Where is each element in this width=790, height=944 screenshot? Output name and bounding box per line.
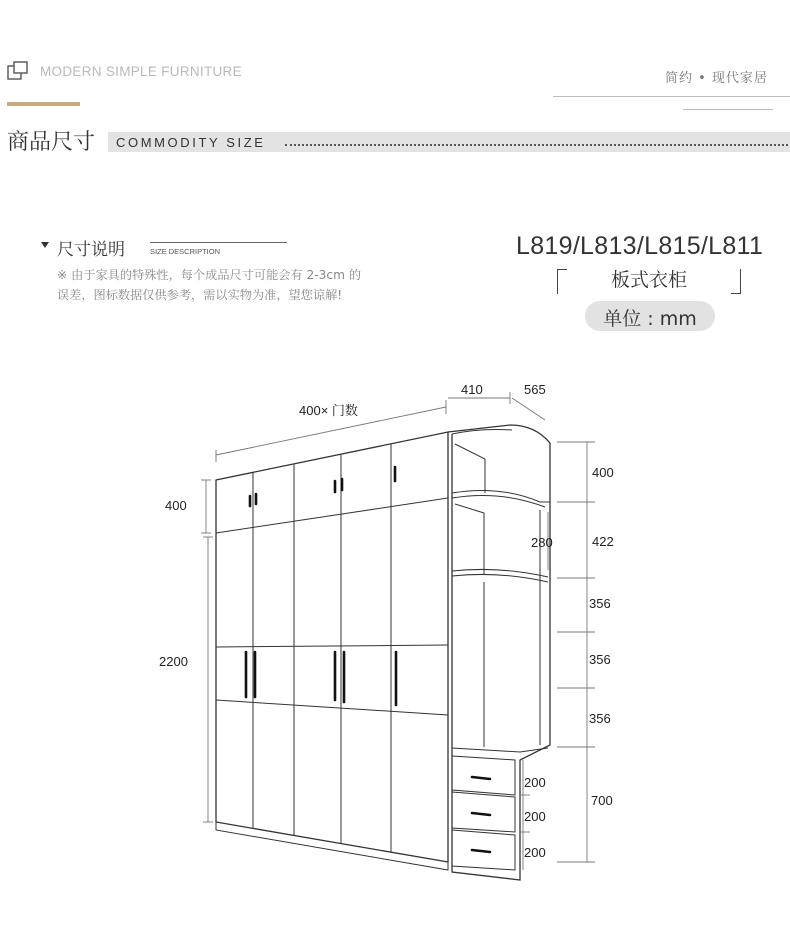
dim-right-height-6: 700 bbox=[591, 793, 613, 808]
dim-right-height-2: 422 bbox=[592, 534, 614, 549]
bracket-right bbox=[731, 269, 741, 294]
bracket-left bbox=[557, 269, 567, 294]
triangle-down-icon bbox=[41, 242, 49, 248]
divider-line bbox=[553, 96, 790, 97]
double-square-icon bbox=[7, 61, 29, 81]
dim-side-width: 410 bbox=[461, 382, 483, 397]
dim-right-height-3: 356 bbox=[589, 596, 611, 611]
model-numbers: L819/L813/L815/L811 bbox=[516, 232, 764, 260]
description-note-line-2: 误差，图标数据仅供参考，需以实物为准，望您谅解! bbox=[57, 288, 343, 302]
brand-slogan-cn: 简约 • 现代家居 bbox=[665, 71, 768, 86]
dotted-leader bbox=[285, 144, 788, 146]
description-underline bbox=[150, 242, 287, 243]
description-note-line-1: ※ 由于家具的特殊性，每个成品尺寸可能会有 2-3cm 的 bbox=[57, 268, 362, 282]
dim-top-width: 400× 门数 bbox=[299, 403, 358, 418]
dim-right-height-5: 356 bbox=[589, 711, 611, 726]
dim-left-total-height: 2200 bbox=[159, 654, 188, 669]
product-type: 板式衣柜 bbox=[610, 269, 687, 291]
wardrobe-dimension-drawing bbox=[0, 370, 790, 944]
dim-drawer-height-3: 200 bbox=[524, 845, 546, 860]
dim-inner-width: 280 bbox=[531, 535, 553, 550]
section-title-en: COMMODITY SIZE bbox=[116, 135, 266, 150]
dim-left-top-height: 400 bbox=[165, 498, 187, 513]
dim-right-height-4: 356 bbox=[589, 652, 611, 667]
description-title: 尺寸说明 bbox=[57, 240, 125, 260]
divider-line-short bbox=[683, 109, 773, 110]
dim-drawer-height-2: 200 bbox=[524, 809, 546, 824]
dim-side-depth: 565 bbox=[524, 382, 546, 397]
unit-label: 单位 : mm bbox=[603, 308, 697, 330]
accent-bar bbox=[7, 102, 80, 106]
section-title-cn: 商品尺寸 bbox=[7, 130, 96, 155]
dim-right-height-1: 400 bbox=[592, 465, 614, 480]
brand-name-en: MODERN SIMPLE FURNITURE bbox=[40, 64, 242, 79]
description-subtitle: SIZE DESCRIPTION bbox=[150, 247, 221, 256]
dim-drawer-height-1: 200 bbox=[524, 775, 546, 790]
